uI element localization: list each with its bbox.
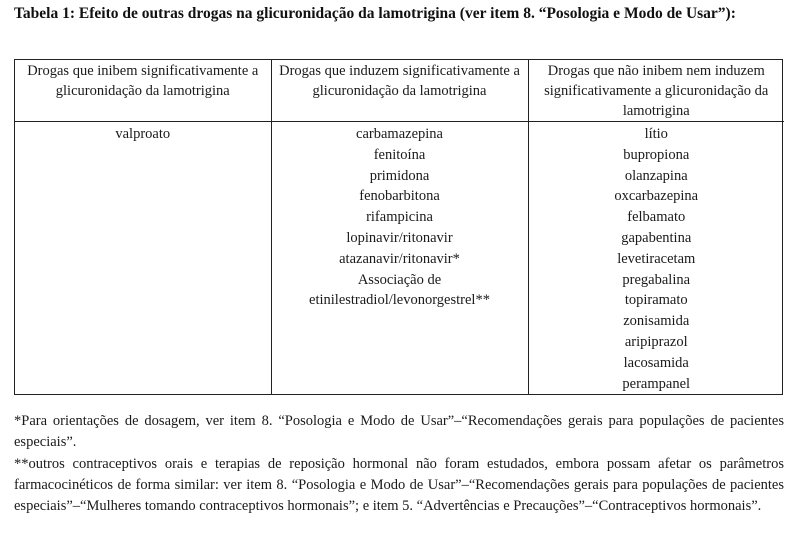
drug-name: zonisamida <box>623 313 690 330</box>
list-inhibitors <box>19 122 267 145</box>
cell-neutral <box>528 122 784 395</box>
drug-name: fenobarbitona <box>359 188 440 205</box>
drug-name: lopinavir/ritonavir <box>346 229 453 246</box>
drug-name: gapabentina <box>621 229 692 246</box>
drug-name: bupropiona <box>623 146 690 163</box>
list-inducers <box>276 122 524 311</box>
drug-name: atazanavir/ritonavir* <box>339 250 460 267</box>
header-inducers: Drogas que induzem significativamente a glicuronidação da lamotrigina <box>271 60 528 122</box>
drug-name: topiramato <box>624 292 688 309</box>
drug-name: primidona <box>369 167 430 184</box>
drug-name: felbamato <box>627 209 686 226</box>
drug-name: levetiracetam <box>617 250 696 267</box>
cell-inducers <box>271 122 528 395</box>
drug-interaction-table <box>14 59 783 395</box>
drug-table <box>15 60 784 394</box>
drug-name: lítio <box>644 126 668 142</box>
table-title: Tabela 1: Efeito de outras drogas na glicuronidação da lamotrigina (ver item 8. “Posologia e Modo de Usar”): <box>14 5 736 22</box>
drug-name: perampanel <box>622 375 691 392</box>
drug-name: Associação de etinilestradiol/levonorgestrel** <box>309 271 490 309</box>
cell-inhibitors <box>15 122 271 395</box>
header-neutral: Drogas que não inibem nem induzem significativamente a glicuronidação da lamotrigina <box>528 60 784 122</box>
header-inhibitors: Drogas que inibem significativamente a glicuronidação da lamotrigina <box>15 60 271 122</box>
drug-name: valproato <box>115 126 171 142</box>
footnotes <box>14 411 784 517</box>
drug-name: fenitoína <box>373 146 426 163</box>
drug-name: aripiprazol <box>624 333 688 350</box>
drug-name: oxcarbazepina <box>614 188 699 205</box>
drug-name: olanzapina <box>624 167 688 184</box>
footnote-single-asterisk: *Para orientações de dosagem, ver item 8. “Posologia e Modo de Usar”–“Recomendações gerais para populações de pacientes especiais”. <box>14 413 784 451</box>
drug-name: lacosamida <box>623 354 689 371</box>
drug-name: rifampicina <box>366 209 433 226</box>
drug-name: pregabalina <box>622 271 691 288</box>
table-header-row <box>15 60 784 122</box>
list-neutral <box>533 122 781 394</box>
footnote-double-asterisk: **outros contraceptivos orais e terapias de reposição hormonal não foram estudados, embora possam afetar os parâmetros farmacocinéticos de forma similar: ver item 8. “Posologia e Modo de Usar”–“Recomendações gerais para populações de pacientes especiais”–“Mulheres tomando contraceptivos hormonais”; e item 5. “Advertências e Precauções”–“Contraceptivos hormonais”. <box>14 455 784 515</box>
drug-name: carbamazepina <box>356 126 443 142</box>
table-body-row <box>15 122 784 395</box>
